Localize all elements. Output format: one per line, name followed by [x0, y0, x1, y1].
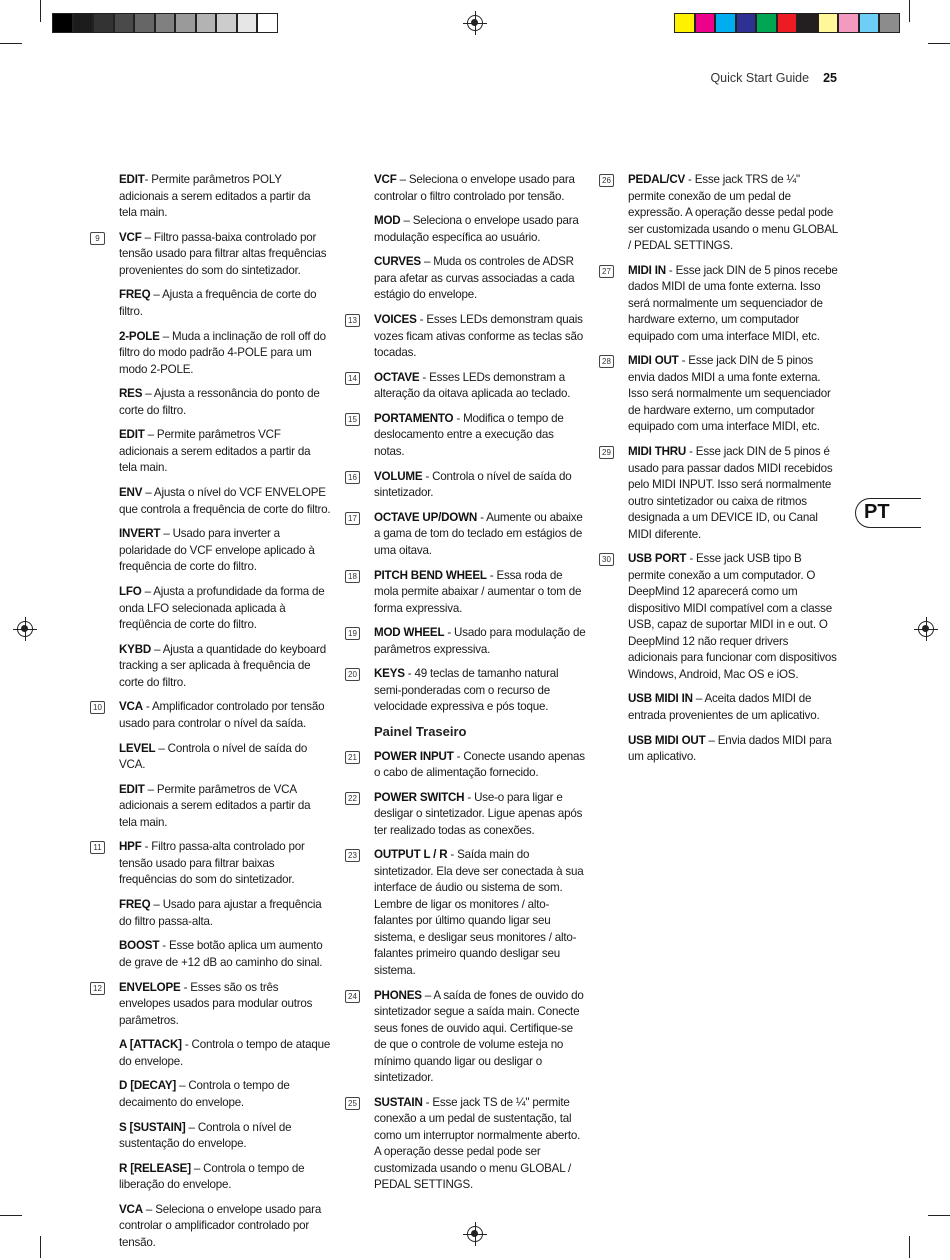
color-swatch — [756, 13, 777, 33]
entry-text: Ajusta o nível do VCF ENVELOPE que controla a frequência de corte do filtro. — [119, 486, 331, 516]
entry — [119, 485, 331, 518]
page-number: 25 — [823, 71, 837, 85]
entry-title: VOLUME — [374, 469, 423, 483]
entry — [348, 625, 586, 658]
entry-separator: - — [422, 1095, 433, 1109]
entry — [628, 733, 840, 766]
entry-separator: – — [141, 230, 154, 244]
entry-text: Esse botão aplica um aumento de grave de +12 dB ao caminho do sinal. — [119, 939, 323, 969]
color-swatch — [818, 13, 839, 33]
entry-text: 49 teclas de tamanho natural semi-ponderadas com o recurso de velocidade expressiva e pós toque. — [374, 667, 559, 714]
entry-separator: - — [404, 667, 415, 681]
entry-text: Permite parâmetros POLY adicionais a serem editados a partir da tela main. — [119, 173, 311, 219]
entry — [119, 1161, 331, 1194]
entry-text: Conecte usando apenas o cabo de alimentação fornecido. — [374, 749, 585, 780]
entry — [602, 353, 840, 436]
column-right — [602, 172, 840, 774]
entry-title: OCTAVE — [374, 370, 420, 384]
crop-mark — [40, 1236, 41, 1258]
callout-number: 15 — [345, 413, 360, 426]
entry-text: Saída main do sintetizador. Ela deve ser conectada à sua interface de áudio ou sistema de som. Lembre de ligar os monitores / alto-falantes por último quando ligar seu sistema, e desligar seus monitores / alto-falantes primeiro quando desligar seu sistema. — [374, 848, 584, 977]
entry-title: SUSTAIN — [374, 1095, 423, 1109]
entry-title: KEYS — [374, 667, 405, 681]
callout-number: 13 — [345, 314, 360, 327]
entry-separator: – — [185, 1120, 198, 1134]
crop-mark — [909, 1236, 910, 1258]
entry-text: Muda os controles de ADSR para afetar as curvas associadas a cada estágio do envelope. — [374, 255, 575, 302]
entry — [93, 699, 331, 732]
color-swatch — [859, 13, 880, 33]
entry-title: VCA — [119, 700, 143, 714]
entry — [119, 741, 331, 774]
entry-title: LEVEL — [119, 741, 156, 755]
entry — [348, 312, 586, 362]
callout-number: 12 — [90, 982, 105, 995]
entry-text: Essa roda de mola permite abaixar / aumentar o tom de forma expressiva. — [374, 568, 582, 615]
entry-title: BOOST — [119, 939, 160, 953]
color-swatch — [777, 13, 798, 33]
entry-text: Permite parâmetros de VCA adicionais a serem editados a partir da tela main. — [119, 782, 311, 829]
entry — [93, 839, 331, 889]
color-swatch — [695, 13, 716, 33]
entry-title: VCA — [119, 1202, 143, 1216]
entry-text: Controla o nível de sustentação do envelope. — [119, 1120, 292, 1151]
callout-number: 16 — [345, 471, 360, 484]
entry-separator: - — [144, 173, 152, 186]
callout-number: 10 — [90, 701, 105, 714]
entry — [119, 584, 331, 634]
color-swatch — [114, 13, 135, 33]
entry-text: A saída de fones de ouvido do sintetizador segue a saída main. Conecte seus fones de ouvido aqui. Certifique-se de que o controle de volume esteja no mínimo quando ligar ou desligar o sintetizador. — [374, 988, 584, 1085]
entry-separator: – — [141, 585, 154, 598]
entry — [628, 691, 840, 724]
entry-separator: – — [692, 692, 705, 706]
callout-number: 11 — [90, 841, 105, 854]
crop-mark — [40, 0, 41, 22]
guide-title: Quick Start Guide — [710, 71, 810, 85]
entry-separator: - — [416, 313, 427, 327]
entry-title: PITCH BEND WHEEL — [374, 568, 487, 582]
entry-title: MOD WHEEL — [374, 626, 445, 640]
entry-separator: - — [665, 263, 676, 277]
entry-title: POWER SWITCH — [374, 790, 465, 804]
callout-number: 25 — [345, 1097, 360, 1110]
entry — [602, 263, 840, 346]
entry-title: MOD — [374, 214, 401, 228]
callout-number: 28 — [599, 355, 614, 368]
entry — [348, 988, 586, 1087]
entry — [95, 230, 331, 280]
entry-text: Amplificador controlado por tensão usado para controlar o nível da saída. — [119, 700, 325, 730]
entry-title: MIDI THRU — [628, 445, 687, 459]
entry-text: Usado para modulação de parâmetros expressiva. — [374, 626, 586, 656]
entry — [348, 411, 586, 461]
entry-text: Usado para inverter a polaridade do VCF envelope aplicado à frequência de corte do filtro. — [119, 527, 315, 574]
entry — [119, 1120, 331, 1153]
entry-separator: - — [453, 411, 464, 425]
entry — [119, 386, 331, 419]
crop-mark — [0, 43, 22, 44]
entry-separator: – — [421, 988, 434, 1002]
entry — [119, 782, 331, 832]
entry-text: Modifica o tempo de deslocamento entre a execução das notas. — [374, 411, 564, 458]
entry — [348, 510, 586, 560]
callout-number: 9 — [90, 232, 105, 245]
entry — [348, 790, 586, 840]
registration-mark-icon — [467, 15, 483, 31]
entry-separator: - — [453, 749, 464, 763]
color-swatch — [736, 13, 757, 33]
language-tab: PT — [855, 498, 921, 528]
entry-separator: - — [477, 510, 487, 524]
entry-separator: – — [190, 1161, 204, 1175]
section-title: Painel Traseiro — [374, 724, 467, 740]
entry-separator: - — [422, 469, 433, 483]
entry-title: RES — [119, 387, 143, 401]
entry — [119, 1037, 331, 1070]
entry-text: Filtro passa-baixa controlado por tensão usado para filtrar altas frequências provenientes do som do sintetizador. — [119, 230, 327, 277]
callout-number: 21 — [345, 751, 360, 764]
entry-text: Aumente ou abaixe a gama de tom do teclado em estágios de uma oitava. — [374, 510, 583, 557]
entry-separator: - — [685, 173, 695, 186]
entry — [348, 749, 586, 782]
entry-text: Esse jack TRS de ¼" permite conexão de um pedal de expressão. A operação desse pedal pode ser customizada usando o menu GLOBAL / PEDAL SETTINGS. — [628, 173, 838, 252]
color-swatch — [134, 13, 155, 33]
entry-title: HPF — [119, 840, 142, 854]
entry-separator: - — [486, 568, 497, 582]
entry-separator: – — [176, 1079, 189, 1093]
entry-separator: – — [142, 1202, 156, 1216]
entry — [93, 980, 331, 1030]
column-left — [93, 172, 331, 1260]
entry-separator: - — [686, 445, 696, 459]
entry-title: FREQ — [119, 898, 151, 912]
entry-text: Filtro passa-alta controlado por tensão usado para filtrar baixas frequências do som do sintetizador. — [119, 840, 305, 887]
entry-text: Ajusta a profundidade da forma de onda LFO selecionada aplicada à freqüência de corte do filtro. — [119, 585, 325, 631]
entry-text: Ajusta a quantidade do keyboard tracking a ser aplicada à frequência de corte do filtro. — [119, 642, 327, 689]
entry-title: USB MIDI OUT — [628, 733, 706, 747]
color-swatch — [196, 13, 217, 33]
entry-separator: - — [686, 552, 697, 566]
entry-separator: - — [180, 980, 191, 994]
entry-title: A [ATTACK] — [119, 1038, 182, 1052]
callout-number: 30 — [599, 553, 614, 566]
entry — [348, 469, 586, 502]
entry — [374, 172, 586, 205]
entry — [119, 938, 331, 971]
crop-mark — [928, 1215, 950, 1216]
entry-separator: – — [160, 527, 173, 541]
callout-number: 22 — [345, 792, 360, 805]
entry-title: KYBD — [119, 642, 152, 656]
entry-separator: - — [678, 354, 689, 368]
entry — [348, 666, 586, 716]
entry-separator: – — [150, 898, 163, 912]
entry-text: Esse jack DIN de 5 pinos é usado para passar dados MIDI recebidos pelo MIDI INPUT. Isso será normalmente outro sintetizador ou caixa de ritmos designada a um DEVICE ID, ou Canal MIDI diferente. — [628, 445, 833, 541]
entry-text: Esse jack USB tipo B permite conexão a um computador. O DeepMind 12 aparecerá como um dispositivo MIDI compatível com a classe USB, capaz de suportar MIDI in e out. O DeepMind 12 não requer drivers adicionais para funcionar com dispositivos Windows, Android, Mac OS e iOS. — [628, 552, 837, 681]
color-swatch — [73, 13, 94, 33]
entry-text: Esse jack DIN de 5 pinos envia dados MIDI a uma fonte externa. Isso será normalmente um sequenciador de hardware externo, um computador equipado com uma interface MIDI, etc. — [628, 354, 831, 434]
color-swatch — [674, 13, 695, 33]
color-swatch — [237, 13, 258, 33]
entry-title: MIDI OUT — [628, 354, 679, 368]
entry-separator: - — [159, 939, 169, 953]
color-swatch — [879, 13, 900, 33]
entry-text: Seleciona o envelope usado para modulação específica ao usuário. — [374, 214, 579, 244]
entry-text: Controla o tempo de decaimento do envelope. — [119, 1079, 290, 1109]
entry-text: Permite parâmetros VCF adicionais a serem editados a partir da tela main. — [119, 428, 311, 475]
entry-title: PEDAL/CV — [628, 173, 686, 186]
entry-separator: - — [444, 626, 455, 640]
callout-number: 26 — [599, 174, 614, 187]
entry-text: Ajusta a ressonância do ponto de corte do filtro. — [119, 387, 320, 417]
entry-separator: – — [396, 173, 409, 186]
registration-mark-icon — [17, 621, 33, 637]
registration-mark-icon — [918, 621, 934, 637]
callout-number: 23 — [345, 849, 360, 862]
entry — [348, 847, 586, 979]
entry-text: Use-o para ligar e desligar o sintetizador. Ligue apenas após ter realizado todas as conexões. — [374, 790, 583, 837]
entry-title: S [SUSTAIN] — [119, 1120, 186, 1134]
callout-number: 18 — [345, 570, 360, 583]
entry-title: VCF — [119, 230, 142, 244]
entry — [348, 568, 586, 618]
entry-separator: - — [141, 840, 152, 854]
callout-number: 14 — [345, 372, 360, 385]
entry-text: Usado para ajustar a frequência do filtro passa-alta. — [119, 898, 322, 928]
entry-separator: – — [420, 255, 434, 269]
color-swatch — [838, 13, 859, 33]
entry-title: VCF — [374, 173, 397, 186]
entry-separator: - — [142, 700, 152, 714]
registration-mark-icon — [467, 1226, 483, 1242]
entry-title: EDIT — [119, 428, 145, 442]
entry-separator: – — [159, 329, 172, 343]
entry — [119, 1078, 331, 1111]
entry-text: Esse jack DIN de 5 pinos recebe dados MIDI de uma fonte externa. Isso será normalmente um sequenciador de hardware externo, um computador equipado com uma interface MIDI, etc. — [628, 263, 838, 343]
entry-title: R [RELEASE] — [119, 1161, 191, 1175]
entry-separator: - — [447, 848, 458, 862]
entry-separator: – — [142, 387, 154, 401]
entry-separator: – — [151, 642, 163, 656]
entry-title: 2-POLE — [119, 329, 160, 343]
entry — [119, 287, 331, 320]
crop-mark — [928, 43, 950, 44]
entry — [119, 526, 331, 576]
callout-number: 17 — [345, 512, 360, 525]
entry-separator: - — [419, 370, 430, 384]
entry-title: CURVES — [374, 255, 421, 269]
color-swatch — [797, 13, 818, 33]
entry-title: USB MIDI IN — [628, 692, 693, 706]
entry-title: MIDI IN — [628, 263, 666, 277]
entry-title: D [DECAY] — [119, 1079, 177, 1093]
crop-mark — [909, 0, 910, 22]
entry-text: Controla o tempo de liberação do envelope. — [119, 1161, 305, 1192]
entry — [602, 172, 840, 255]
color-swatch — [93, 13, 114, 33]
entry-title: OCTAVE UP/DOWN — [374, 510, 478, 524]
entry-text: Esses LEDs demonstram a alteração da oitava aplicada ao teclado. — [374, 370, 571, 401]
entry — [119, 897, 331, 930]
entry-separator: – — [155, 741, 168, 755]
entry-text: Aceita dados MIDI de entrada provenientes de um aplicativo. — [628, 692, 820, 722]
entry-text: Seleciona o envelope usado para controlar o amplificador controlado por tensão. — [119, 1202, 322, 1249]
front-panel-list — [348, 172, 586, 716]
entry-title: USB PORT — [628, 552, 687, 566]
entry-title: PHONES — [374, 988, 422, 1002]
running-header — [710, 71, 837, 85]
entry — [119, 642, 331, 692]
entry — [348, 1095, 586, 1194]
crop-mark — [0, 1215, 22, 1216]
color-swatch — [175, 13, 196, 33]
entry-text: Esses LEDs demonstram quais vozes ficam ativas conforme as teclas são tocadas. — [374, 313, 583, 360]
callout-number: 27 — [599, 265, 614, 278]
entry — [119, 427, 331, 477]
entry — [119, 1202, 331, 1252]
callout-number: 29 — [599, 446, 614, 459]
entry-separator: - — [464, 790, 475, 804]
entry — [602, 551, 840, 683]
entry — [119, 329, 331, 379]
callout-number: 24 — [345, 990, 360, 1003]
entry-text: Ajusta a frequência de corte do filtro. — [119, 288, 317, 318]
entry-title: INVERT — [119, 527, 161, 541]
entry-title: OUTPUT L / R — [374, 848, 448, 862]
entry-title: EDIT — [119, 173, 145, 186]
entry — [374, 254, 586, 304]
entry-title: LFO — [119, 585, 142, 598]
entry-separator: – — [705, 733, 718, 747]
color-swatch — [715, 13, 736, 33]
entry-separator: – — [150, 288, 163, 302]
entry — [374, 213, 586, 246]
entry-title: POWER INPUT — [374, 749, 454, 763]
color-swatch — [52, 13, 73, 33]
entry-title: PORTAMENTO — [374, 411, 454, 425]
entry-title: VOICES — [374, 313, 417, 327]
entry-text: Seleciona o envelope usado para controlar o filtro controlado por tensão. — [374, 173, 575, 203]
entry-text: Envia dados MIDI para um aplicativo. — [628, 733, 832, 764]
entry-separator: – — [144, 782, 157, 796]
color-swatch — [155, 13, 176, 33]
entry-title: ENV — [119, 486, 143, 500]
entry-separator: – — [400, 214, 413, 228]
entry-text: Controla o nível de saída do sintetizador. — [374, 469, 572, 500]
column-middle — [348, 172, 586, 1202]
entry — [602, 444, 840, 543]
rear-panel-list — [348, 749, 586, 1194]
entry-title: ENVELOPE — [119, 980, 181, 994]
callout-number: 20 — [345, 668, 360, 681]
entry — [119, 172, 331, 222]
entry-text: Controla o tempo de ataque do envelope. — [119, 1038, 331, 1068]
entry-separator: – — [144, 428, 157, 442]
entry-title: EDIT — [119, 782, 145, 796]
color-swatch — [216, 13, 237, 33]
entry — [348, 370, 586, 403]
color-swatch — [257, 13, 278, 33]
entry-text: Esse jack TS de ¼" permite conexão a um pedal de sustentação, tal como um interruptor normalmente aberto. A operação desse pedal pode ser customizada usando o menu GLOBAL / PEDAL SETTINGS. — [374, 1095, 581, 1192]
entry-text: Muda a inclinação de roll off do filtro do modo padrão 4-POLE para um modo 2-POLE. — [119, 329, 326, 376]
entry-separator: - — [181, 1038, 192, 1052]
entry-separator: – — [142, 486, 154, 500]
entry-text: Controla o nível de saída do VCA. — [119, 741, 308, 772]
entry-text: Esses são os três envelopes usados para modular outros parâmetros. — [119, 980, 313, 1027]
callout-number: 19 — [345, 627, 360, 640]
entry-title: FREQ — [119, 288, 151, 302]
